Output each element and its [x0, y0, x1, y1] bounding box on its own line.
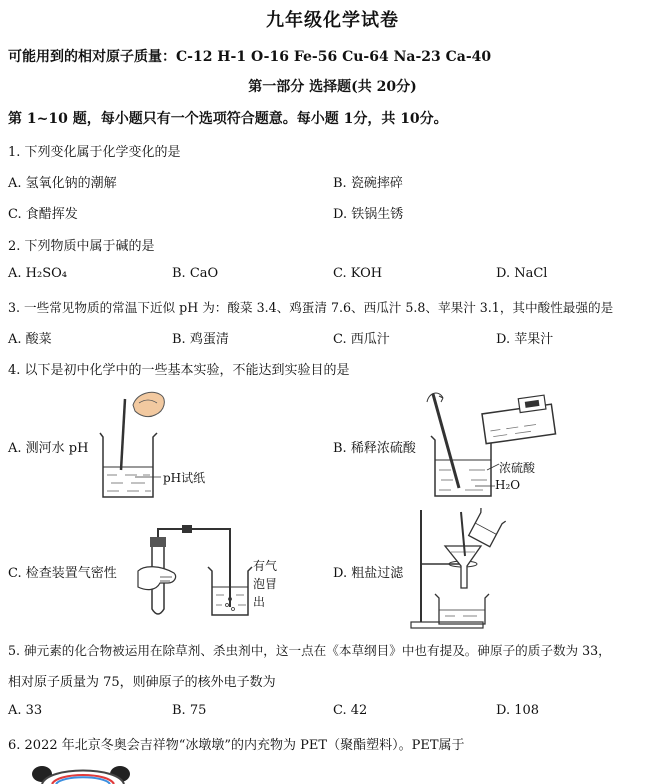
- ph-test-diagram: [95, 385, 215, 505]
- airtightness-diagram: [130, 525, 260, 620]
- q1-option-c: C. 食醋挥发: [8, 207, 78, 222]
- q2-stem: 2. 下列物质中属于碱的是: [8, 239, 155, 254]
- q2-option-a: A. H₂SO₄: [8, 266, 67, 281]
- q5-stem-line2: 相对原子质量为 75，则砷原子的核外电子数为: [8, 675, 276, 690]
- q4-option-d: D. 粗盐过滤: [333, 566, 404, 581]
- q5-option-c: C. 42: [333, 703, 368, 718]
- q2-option-b: B. CaO: [172, 266, 219, 281]
- q3-option-c: C. 西瓜汁: [333, 332, 390, 347]
- bubbles-label-3: 出: [253, 595, 266, 609]
- q3-option-b: B. 鸡蛋清: [172, 332, 229, 347]
- q6-stem: 6. 2022 年北京冬奥会吉祥物“冰墩墩”的内充物为 PET（聚酯塑料）。PET属于: [8, 738, 465, 753]
- q3-stem: 3. 一些常见物质的常温下近似 pH 为：酸菜 3.4、鸡蛋清 7.6、西瓜汁 5.8、苹果汁 3.1，其中酸性最强的是: [8, 300, 614, 315]
- q1-option-a: A. 氢氧化钠的潮解: [8, 176, 117, 191]
- q2-option-c: C. KOH: [333, 266, 383, 281]
- q4-option-a: A. 测河水 pH: [8, 441, 89, 456]
- instruction: 第 1~10 题，每小题只有一个选项符合题意。每小题 1分，共 10分。: [8, 111, 448, 127]
- bubbles-label-2: 泡冒: [253, 577, 278, 591]
- water-label: H₂O: [495, 478, 521, 492]
- q5-option-a: A. 33: [8, 703, 43, 718]
- q4-stem: 4. 以下是初中化学中的一些基本实验，不能达到实验目的是: [8, 363, 350, 378]
- q5-option-b: B. 75: [172, 703, 207, 718]
- mascot-image: [28, 760, 138, 784]
- q4-option-c: C. 检查装置气密性: [8, 566, 117, 581]
- q5-option-d: D. 108: [496, 703, 540, 718]
- q2-option-d: D. NaCl: [496, 266, 548, 281]
- conc-acid-label: 浓硫酸: [499, 461, 536, 475]
- q5-stem-line1: 5. 砷元素的化合物被运用在除草剂、杀虫剂中，这一点在《本草纲目》中也有提及。砷原子的质子数为 33，: [8, 643, 611, 658]
- q4-option-b: B. 稀释浓硫酸: [333, 441, 416, 456]
- q3-option-a: A. 酸菜: [8, 332, 52, 347]
- section-title: 第一部分 选择题(共 20分): [248, 79, 417, 95]
- q1-option-b: B. 瓷碗摔碎: [333, 176, 403, 191]
- exam-title: 九年级化学试卷: [266, 10, 399, 31]
- atomic-masses: 可能用到的相对原子质量：C-12 H-1 O-16 Fe-56 Cu-64 Na-23 Ca-40: [8, 49, 492, 65]
- q1-option-d: D. 铁锅生锈: [333, 207, 404, 222]
- q1-stem: 1. 下列变化属于化学变化的是: [8, 145, 181, 160]
- ph-paper-label: pH试纸: [163, 471, 206, 485]
- filtration-diagram: [405, 506, 510, 631]
- q3-option-d: D. 苹果汁: [496, 332, 554, 347]
- bubbles-label-1: 有气: [253, 559, 278, 573]
